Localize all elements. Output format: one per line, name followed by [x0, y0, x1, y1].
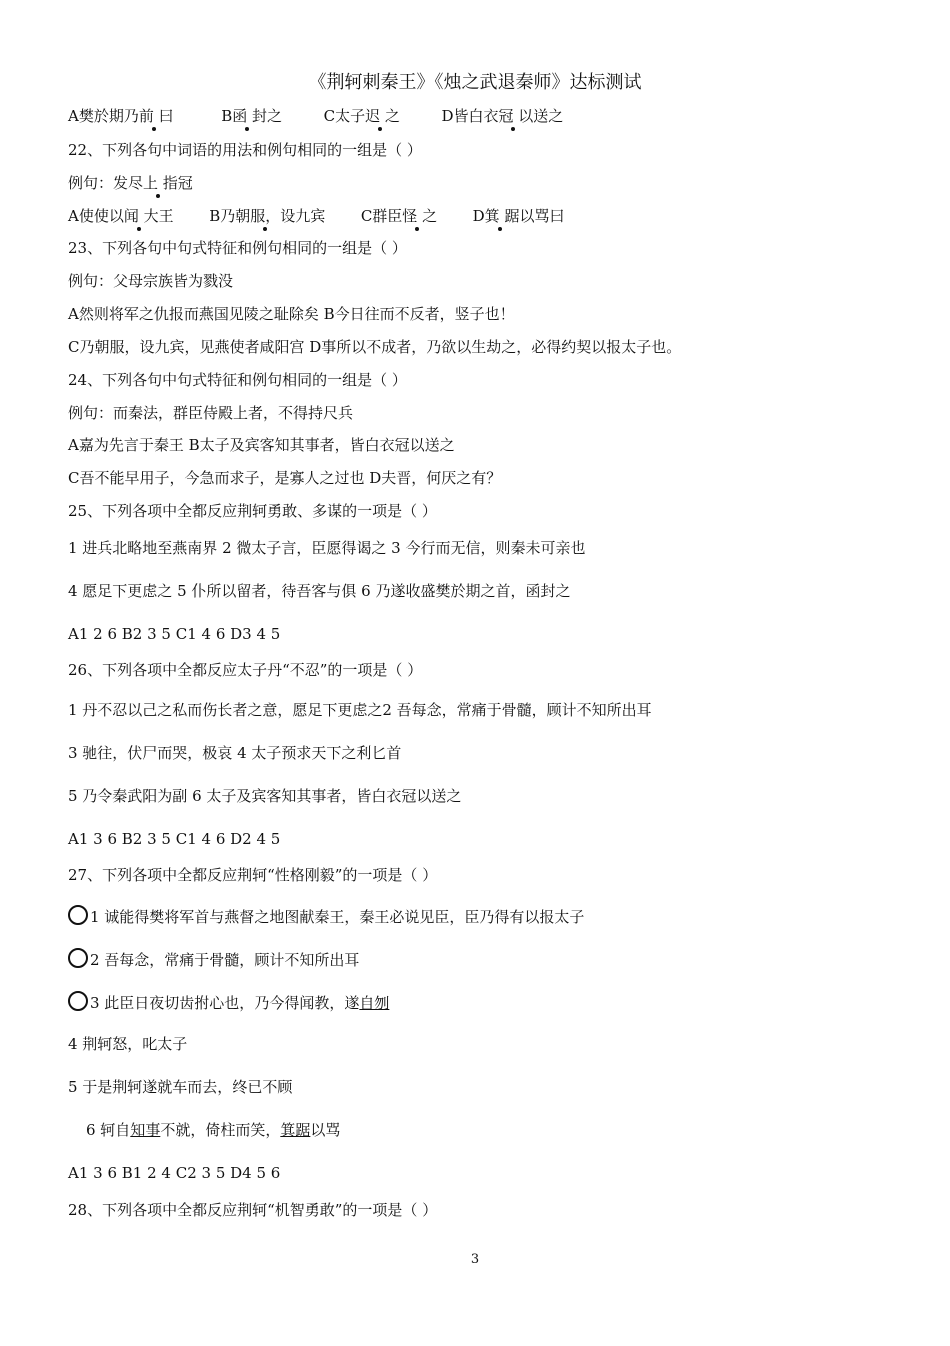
- q22-options: A使使以闻 大王 B乃朝服，设九宾 C群臣怪 之 D箕 踞以骂曰: [68, 207, 565, 225]
- circle-icon: [68, 905, 88, 925]
- q25-items-2: 4 愿足下更虑之 5 仆所以留者，待吾客与俱 6 乃遂收盛樊於期之首，函封之: [68, 582, 571, 600]
- q24-options-cd: C吾不能早用子，今急而求子，是寡人之过也 D夫晋，何厌之有？: [68, 469, 502, 487]
- q23-stem: 23、下列各句中句式特征和例句相同的一组是（ ）: [68, 239, 407, 257]
- q27-choices: A1 3 6 B1 2 4 C2 3 5 D4 5 6: [68, 1164, 281, 1182]
- q24-options-ab: A嘉为先言于秦王 B太子及宾客知其事者，皆白衣冠以送之: [68, 436, 455, 454]
- q25-items-1: 1 进兵北略地至燕南界 2 微太子言，臣愿得谒之 3 今行而无信，则秦未可亲也: [68, 539, 586, 557]
- q28-stem: 28、下列各项中全都反应荆轲“机智勇敢”的一项是（ ）: [68, 1201, 438, 1219]
- q26-items-1: 1 丹不忍以己之私而伤长者之意，愿足下更虑之2 吾每念，常痛于骨髓，顾计不知所出耳: [68, 701, 652, 719]
- q23-options-ab: A然则将军之仇报而燕国见陵之耻除矣 B今日往而不反者，竖子也！: [68, 305, 515, 323]
- q27-item-5: 5 于是荆轲遂就车而去，终已不顾: [68, 1078, 293, 1096]
- q22-stem: 22、下列各句中词语的用法和例句相同的一组是（ ）: [68, 141, 422, 159]
- q26-items-2: 3 驰往，伏尸而哭，极哀 4 太子预求天下之利匕首: [68, 744, 402, 762]
- q24-stem: 24、下列各句中句式特征和例句相同的一组是（ ）: [68, 371, 407, 389]
- q27-item-6: 6 轲自知事不就，倚柱而笑，箕踞以骂: [86, 1121, 341, 1139]
- q27-item-3: 3 此臣日夜切齿拊心也，乃今得闻教，遂自刎: [68, 991, 389, 1013]
- circle-icon: [68, 991, 88, 1011]
- page-number: 3: [470, 1252, 480, 1267]
- q27-stem: 27、下列各项中全都反应荆轲“性格刚毅”的一项是（ ）: [68, 866, 438, 884]
- q26-stem: 26、下列各项中全都反应太子丹“不忍”的一项是（ ）: [68, 661, 423, 679]
- q27-item-4: 4 荆轲怒，叱太子: [68, 1035, 188, 1053]
- circle-icon: [68, 948, 88, 968]
- q24-example: 例句：而秦法，群臣侍殿上者，不得持尺兵: [68, 404, 354, 422]
- q26-items-3: 5 乃令秦武阳为副 6 太子及宾客知其事者，皆白衣冠以送之: [68, 787, 462, 805]
- q23-example: 例句：父母宗族皆为戮没: [68, 272, 234, 290]
- q26-choices: A1 3 6 B2 3 5 C1 4 6 D2 4 5: [68, 830, 281, 848]
- q23-options-cd: C乃朝服，设九宾，见燕使者咸阳宫 D事所以不成者，乃欲以生劫之，必得约契以报太子也。: [68, 338, 682, 356]
- page-title: 《荆轲刺秦王》《烛之武退秦师》达标测试: [308, 72, 642, 93]
- q27-item-2: 2 吾每念，常痛于骨髓，顾计不知所出耳: [68, 948, 359, 970]
- q21-options: A樊於期乃前 曰 B函 封之 C太子迟 之 D皆白衣冠 以送之: [68, 107, 564, 125]
- q27-item-1: 1 诚能得樊将军首与燕督之地图献秦王，秦王必说见臣，臣乃得有以报太子: [68, 905, 584, 927]
- q25-stem: 25、下列各项中全都反应荆轲勇敢、多谋的一项是（ ）: [68, 502, 437, 520]
- q25-choices: A1 2 6 B2 3 5 C1 4 6 D3 4 5: [68, 625, 281, 643]
- q22-example: 例句：发尽上 指冠: [68, 174, 193, 192]
